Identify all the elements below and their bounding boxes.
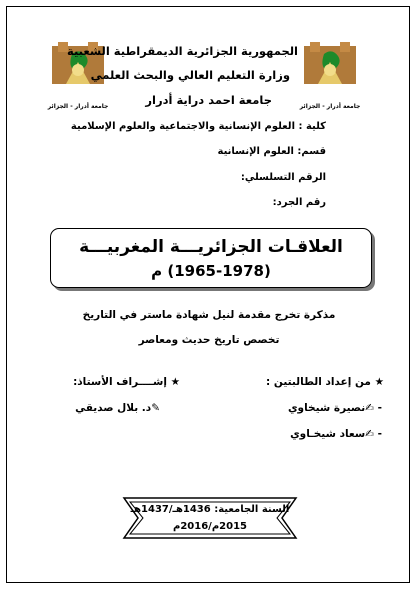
academic-year-gregorian: 2015م/2016م xyxy=(172,521,247,532)
star-icon: ★ xyxy=(370,376,384,388)
inventory-number-line: رقم الجرد: xyxy=(272,197,326,208)
pen-icon: ✍ xyxy=(365,402,374,414)
department-line: قسم: العلوم الإنسانية xyxy=(217,146,326,157)
student-name-1: - ✍نصيرة شيخاوي xyxy=(287,402,382,414)
academic-year-hijri: السنة الجامعية: 1436هـ/1437هـ xyxy=(130,504,290,515)
star-icon: ★ xyxy=(166,376,180,388)
supervisor-heading-text: إشــــراف الأستاذ: xyxy=(73,376,167,388)
specialization: تخصص تاريخ حديث ومعاصر xyxy=(138,334,280,346)
university-logo-right xyxy=(300,40,360,102)
academic-year-box xyxy=(110,490,310,546)
faculty-line: كلية : العلوم الإنسانية والاجتماعية والعلوم الإسلامية xyxy=(70,121,326,132)
supervisor-name: ✎د. بلال صديقي xyxy=(75,402,160,414)
header-ministry: وزارة التعليم العالي والبحث العلمي xyxy=(90,68,290,82)
pen-icon: ✍ xyxy=(365,428,374,440)
pen-icon: ✎ xyxy=(151,402,160,414)
students-heading-text: من إعداد الطالبتين : xyxy=(266,376,371,388)
thesis-period: (1965-1978) م xyxy=(151,262,271,280)
thesis-description: مذكرة تخرج مقدمة لنيل شهادة ماستر في التاريخ xyxy=(82,309,336,321)
header-republic: الجمهورية الجزائرية الديمقراطية الشعبية xyxy=(66,44,298,58)
logo-caption-left: جامعة أدرار - الجزائر xyxy=(47,103,109,110)
student-name-2: - ✍سعاد شيخـاوي xyxy=(290,428,382,440)
serial-number-line: الرقم التسلسلي: xyxy=(240,172,326,183)
thesis-title: العلاقـات الجزائريـــة المغربيـــة xyxy=(79,237,343,257)
scroll-frame xyxy=(110,490,310,546)
supervisor-heading xyxy=(73,376,180,388)
logo-caption-right: جامعة أدرار - الجزائر xyxy=(299,103,361,110)
students-heading xyxy=(266,376,384,388)
header-university: جامعة احمد دراية أدرار xyxy=(145,93,272,107)
title-box xyxy=(50,228,372,288)
